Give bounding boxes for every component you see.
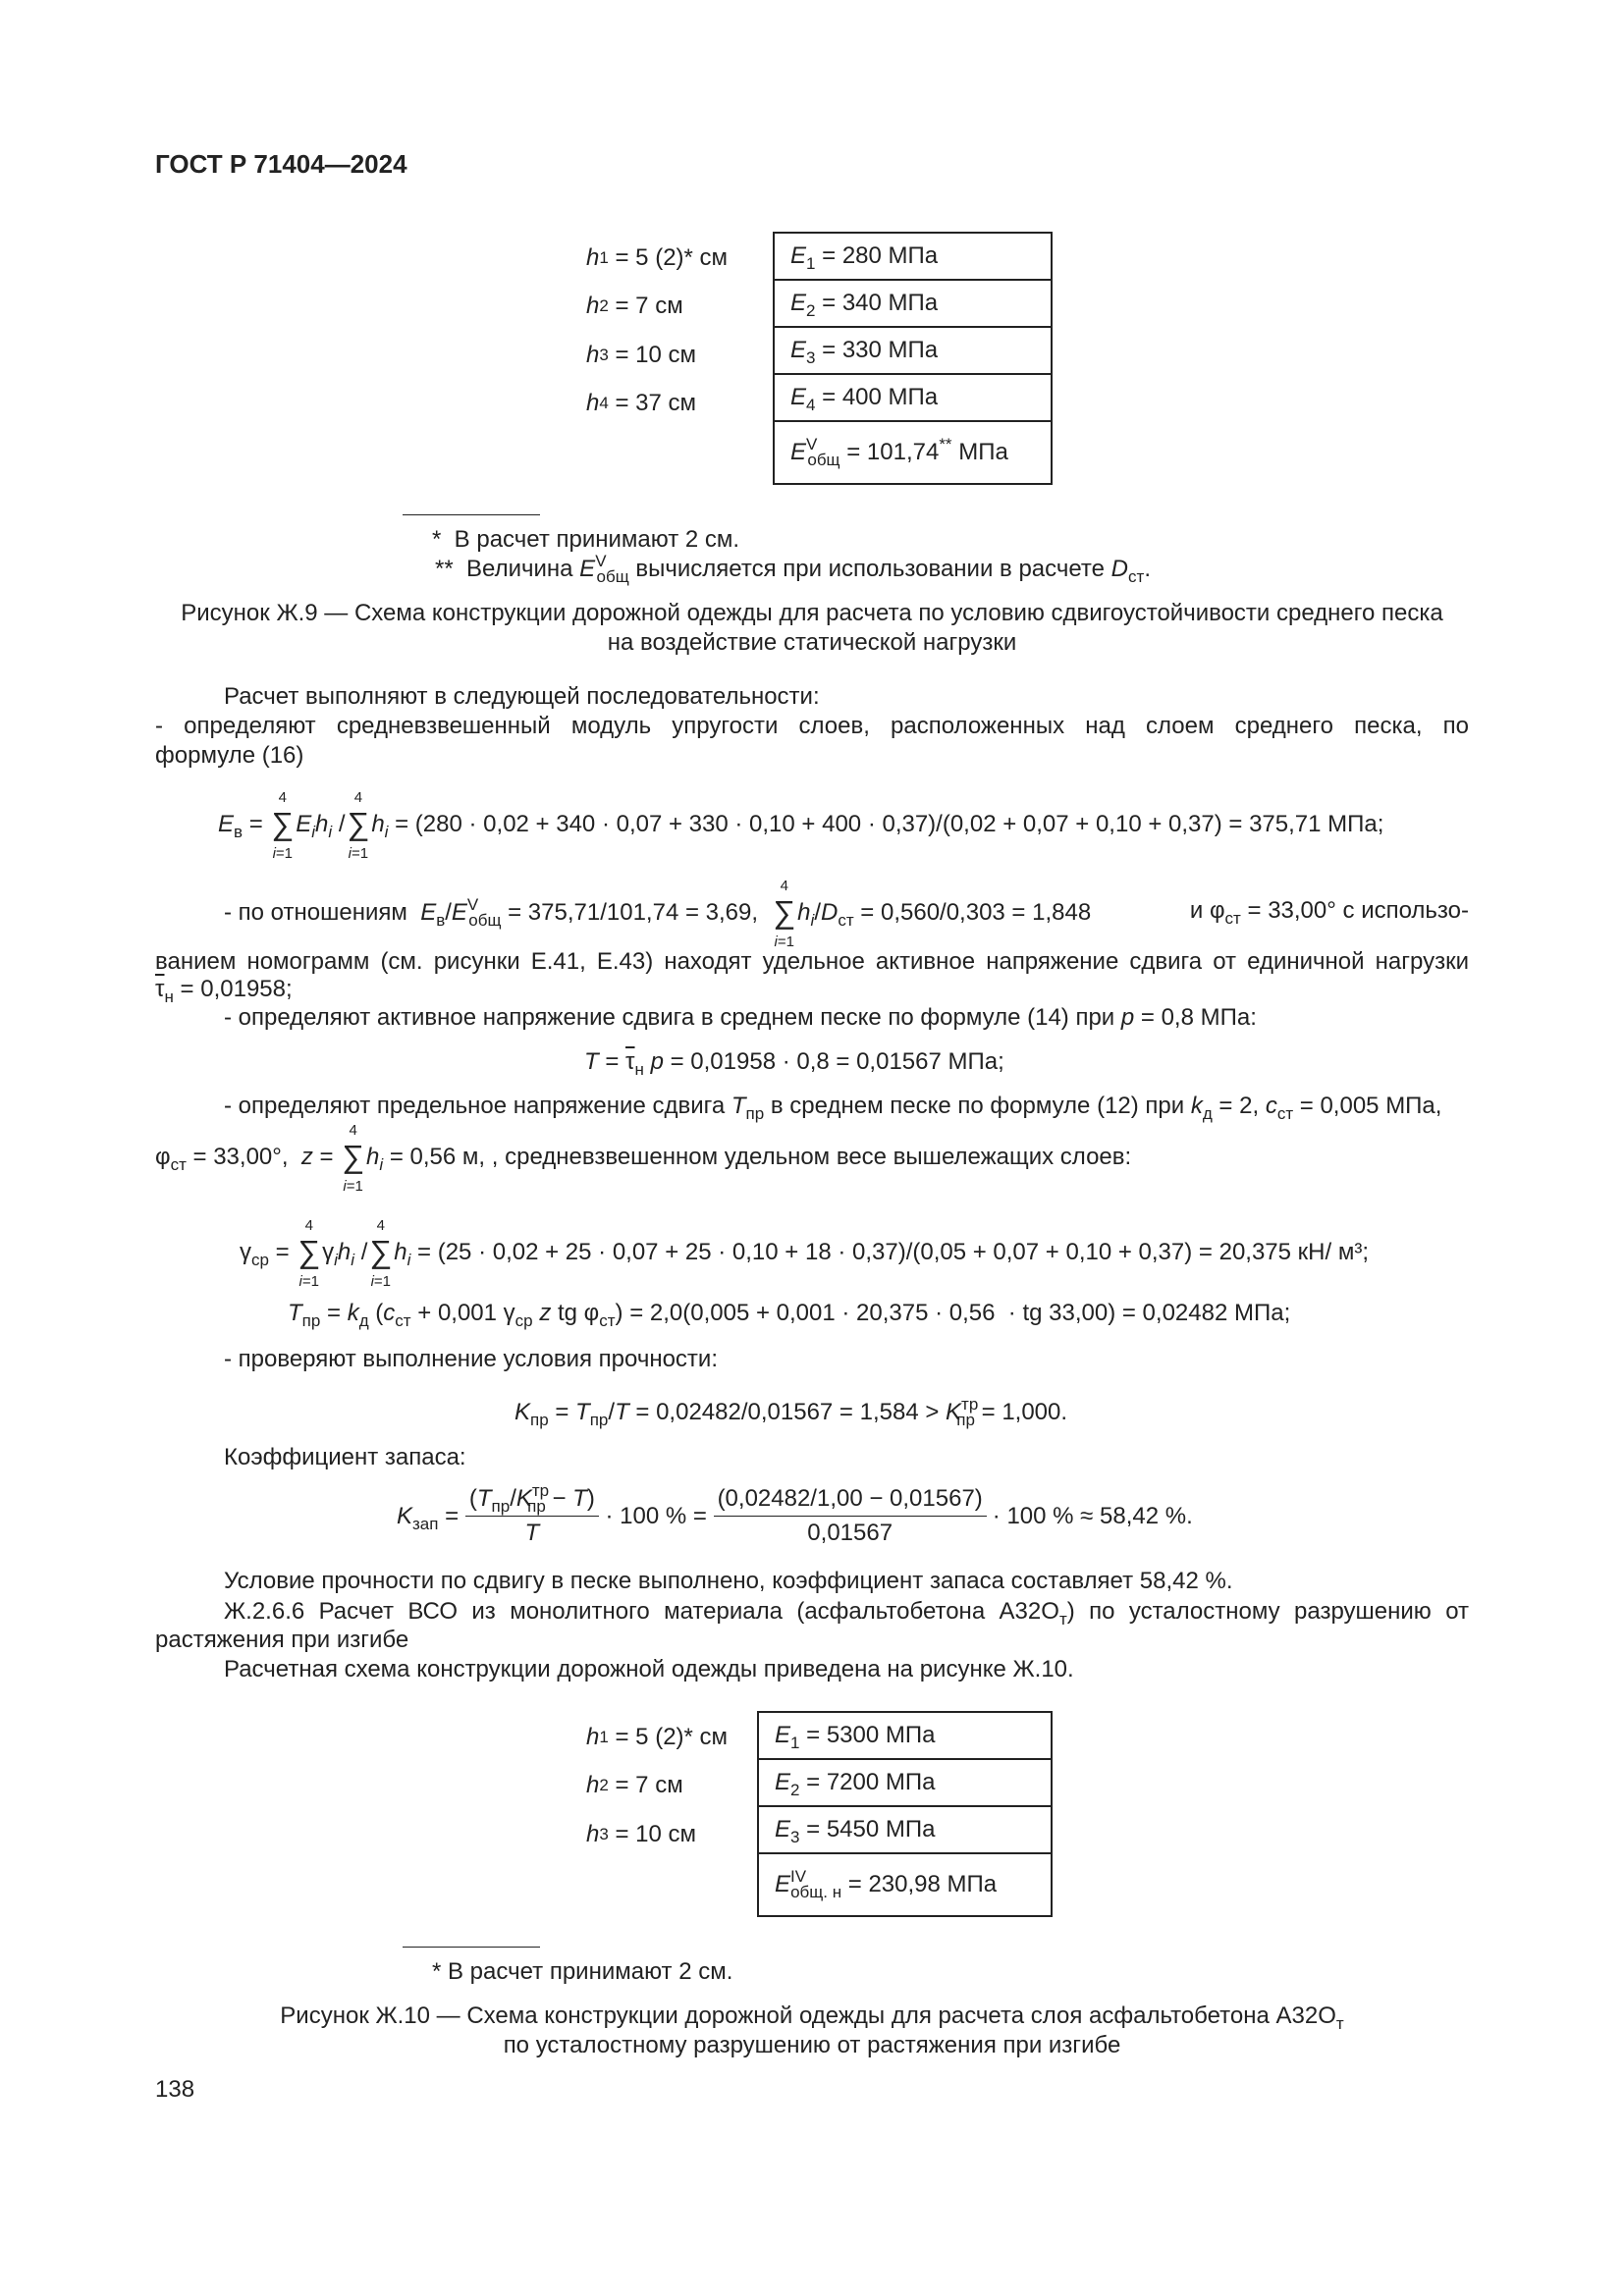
- paragraph: Условие прочности по сдвигу в песке выполнено, коэффициент запаса составляет 58,42 %.: [224, 1568, 1233, 1594]
- paragraph: ванием номограмм (см. рисунки Е.41, Е.43) находят удельное активное напряжение сдвига от единичной нагрузки: [155, 948, 1469, 975]
- document-header: ГОСТ Р 71404—2024: [155, 149, 407, 179]
- layer-thickness: h 2 = 7 см: [586, 293, 683, 320]
- paragraph: - проверяют выполнение условия прочности:: [224, 1346, 718, 1372]
- equation-t: $T = \overline{\tau}_н$ p = 0,01958 · 0,8 = 0,01567 МПа;: [584, 1048, 1004, 1079]
- page-number: 138: [155, 2076, 195, 2103]
- paragraph: растяжения при изгибе: [155, 1627, 409, 1653]
- total-modulus: $E^V_{общ} = 101,74^{**}$ МПа: [774, 421, 1052, 484]
- layer-modulus: $E_3 = 5450$ МПа: [758, 1806, 1052, 1853]
- paragraph: $\overline{\tau}_н = 0,01958$;: [155, 976, 293, 1006]
- paragraph: $\varphi_{ст} = 33,00^\circ$, z = 4 ∑ i=1 $h_i = 0,56$ м, , средневзвешенном удельном весе вышележащих слоев:: [155, 1122, 1132, 1195]
- paragraph: Коэффициент запаса:: [224, 1444, 466, 1470]
- layer-thickness: h 2 = 7 см: [586, 1772, 683, 1799]
- paragraph: формуле (16): [155, 742, 304, 769]
- total-modulus: $E^{IV}_{общ. н} = 230,98$ МПа: [758, 1853, 1052, 1916]
- layer-modulus: $E_1 = 5300$ МПа: [758, 1712, 1052, 1759]
- layer-modulus-table: [757, 1711, 1053, 1917]
- equation-kpr: $K_{пр} = T_{пр}/T = 0,02482/0,01567 = 1,584 > K^{тр}_{пр} = 1,000$.: [514, 1395, 1068, 1429]
- layer-modulus: $E_1 = 280$ МПа: [774, 233, 1052, 280]
- paragraph: - по отношениям $E_в/E^V_{общ} = 375,71/101,74 = 3,69$, 4 ∑ i=1 $h_i/D_{ст} = 0,560/0,303 = 1,848$ и $\varphi_{ст} = 33,00^\circ$ с использо-: [224, 878, 1469, 950]
- layer-modulus-table: [773, 232, 1053, 485]
- layer-modulus: $E_4 = 400$ МПа: [774, 374, 1052, 421]
- layer-thickness: h 4 = 37 см: [586, 390, 697, 417]
- equation-kzap: $K_{зап}$ = $\frac{(T_{пр}/K^{тр}_{пр} - T)}{T}$ · 100 % = $\frac{(0,02482/1,00 - 0,01567)}{0,01567}$ · 100 % ≈ 58,42 %.: [397, 1481, 1193, 1546]
- footnote: ** Величина $E^V_{общ}$ вычисляется при использовании в расчете $D_{ст}$.: [435, 552, 1151, 586]
- footnote-divider: [403, 514, 540, 515]
- paragraph: - определяют средневзвешенный модуль упругости слоев, расположенных над слоем среднего песка, по: [155, 713, 1469, 739]
- layer-thickness: h 1 = 5 (2)* см: [586, 243, 729, 271]
- layer-modulus: $E_2 = 7200$ МПа: [758, 1759, 1052, 1806]
- paragraph: - определяют предельное напряжение сдвига $T_{пр}$ в среднем песке по формуле (12) при $k_д = 2$, $c_{ст} = 0,005$ МПа,: [224, 1093, 1442, 1123]
- figure-caption: Рисунок Ж.10 — Схема конструкции дорожной одежды для расчета слоя асфальтобетона $А32О_т$ по усталостному разрушению от растяжения при изгибе: [280, 2002, 1344, 2058]
- layer-modulus: $E_3 = 330$ МПа: [774, 327, 1052, 374]
- paragraph: - определяют активное напряжение сдвига в среднем песке по формуле (14) при p = 0,8 МПа:: [224, 1004, 1257, 1031]
- layer-thickness-list: [586, 234, 745, 428]
- footnote: * В расчет принимают 2 см.: [432, 526, 740, 553]
- equation-ev: $E_в$ = 4 ∑ i=1 $E_ih_i$ / 4 ∑ i=1 $h_i = (280 \cdot 0,02 + 340 \cdot 0,07 + 330 \cdot 0,10 + 400 \cdot 0,37)/(0,02 + 0,07 + 0,10 + 0,37) = 375,71$ МПа;: [218, 789, 1384, 862]
- layer-thickness-list: [586, 1713, 745, 1859]
- paragraph: Ж.2.6.6 Расчет ВСО из монолитного материала (асфальтобетона $А32О_т$) по усталостному разрушению от: [224, 1598, 1470, 1629]
- paragraph: Расчетная схема конструкции дорожной одежды приведена на рисунке Ж.10.: [224, 1656, 1074, 1682]
- layer-thickness: h 3 = 10 см: [586, 1820, 697, 1847]
- layer-thickness: h 3 = 10 см: [586, 341, 697, 368]
- equation-gamma: $\gamma_{ср}$ = 4 ∑ i=1 $\gamma_ih_i$ / 4 ∑ i=1 $h_i = (25 \cdot 0,02 + 25 \cdot 0,07 + 25 \cdot 0,10 + 18 \cdot 0,37)/(0,05 + 0,07 + 0,10 + 0,37) = 20,375$ кН/ м³;: [240, 1217, 1369, 1290]
- equation-tpr: $T_{пр} = k_д$ ($c_{ст} + 0,001$ $\gamma_{ср}$ z tg $\varphi_{ст}) = 2,0(0,005 + 0,001 \cdot 20,375 \cdot 0,56$ · tg 33,00) = 0,02482 МПа;: [288, 1300, 1291, 1330]
- footnote-divider: [403, 1947, 540, 1948]
- footnote: * В расчет принимают 2 см.: [432, 1958, 733, 1985]
- layer-thickness: h 1 = 5 (2)* см: [586, 1723, 729, 1750]
- figure-caption: Рисунок Ж.9 — Схема конструкции дорожной одежды для расчета по условию сдвигоустойчивости среднего песка на воздействие статической нагрузки: [181, 600, 1443, 656]
- layer-modulus: $E_2 = 340$ МПа: [774, 280, 1052, 327]
- paragraph: Расчет выполняют в следующей последовательности:: [224, 683, 820, 710]
